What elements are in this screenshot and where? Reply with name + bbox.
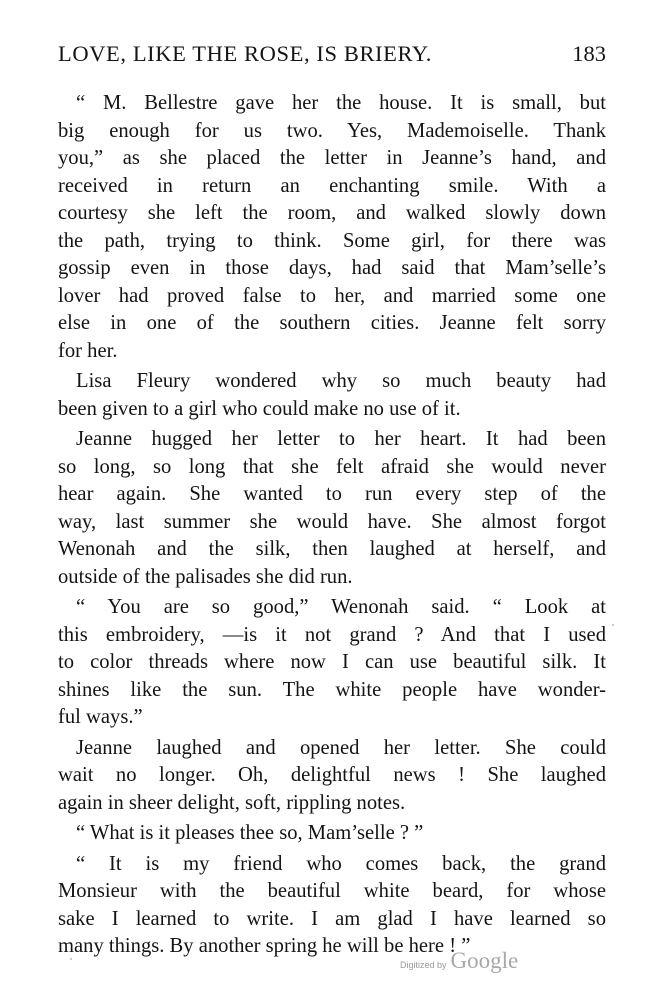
text-line: “ What is it pleases thee so, Mam’selle ? ” (76, 822, 424, 844)
paragraph (58, 820, 606, 848)
digitization-watermark (400, 948, 518, 974)
paragraph (58, 368, 606, 423)
text-line: else in one of the southern cities. Jeanne felt sorry (58, 312, 606, 334)
text-line: gossip even in those days, had said that Mam’selle’s (58, 257, 606, 279)
running-title: LOVE, LIKE THE ROSE, IS BRIERY. (58, 41, 433, 66)
text-line: outside of the palisades she did run. (58, 565, 353, 588)
text-line: “ It is my friend who comes back, the grand (76, 852, 606, 875)
text-line: Jeanne laughed and opened her letter. She could (76, 736, 606, 759)
text-line: the path, trying to think. Some girl, for there was (58, 229, 606, 252)
text-line: “ You are so good,” Wenonah said. “ Look at (76, 596, 606, 618)
body-text (58, 90, 606, 961)
text-line: you,” as she placed the letter in Jeanne’s hand, and (58, 147, 606, 169)
text-line: hear again. She wanted to run every step of the (58, 483, 606, 505)
text-line: “ M. Bellestre gave her the house. It is small, but (76, 92, 606, 114)
text-line: way, last summer she would have. She almost forgot (58, 510, 606, 533)
text-line: for her. (58, 339, 118, 362)
scan-speck (612, 624, 614, 626)
text-line: shines like the sun. The white people have wonder- (58, 678, 606, 701)
page-number: 183 (572, 41, 606, 66)
text-line: again in sheer delight, soft, rippling notes. (58, 791, 406, 814)
text-line: received in return an enchanting smile. With a (58, 174, 606, 197)
text-line: ful ways.” (58, 706, 143, 728)
running-header (58, 41, 606, 75)
text-line: this embroidery, —is it not grand ? And that I used (58, 623, 606, 646)
paragraph (58, 851, 606, 961)
text-line: Lisa Fleury wondered why so much beauty had (76, 370, 606, 392)
scan-speck (70, 958, 72, 960)
text-line: lover had proved false to her, and married some one (58, 284, 606, 307)
text-line: big enough for us two. Yes, Mademoiselle. Thank (58, 119, 606, 142)
text-line: been given to a girl who could make no use of it. (58, 397, 461, 420)
text-line: many things. By another spring he will be here ! ” (58, 935, 471, 957)
paragraph (58, 90, 606, 365)
paragraph (58, 594, 606, 732)
text-line: so long, so long that she felt afraid she would never (58, 455, 606, 478)
text-line: Jeanne hugged her letter to her heart. It had been (76, 428, 606, 450)
text-line: courtesy she left the room, and walked slowly down (58, 202, 606, 224)
paragraph (58, 426, 606, 591)
google-wordmark: Google (450, 948, 519, 973)
text-line: to color threads where now I can use beautiful silk. It (58, 651, 606, 673)
text-line: wait no longer. Oh, delightful news ! She laughed (58, 764, 606, 786)
digitized-by-label: Digitized by (400, 960, 447, 970)
text-line: Monsieur with the beautiful white beard, for whose (58, 880, 606, 902)
paragraph (58, 735, 606, 818)
text-line: Wenonah and the silk, then laughed at herself, and (58, 538, 606, 560)
text-line: sake I learned to write. I am glad I have learned so (58, 907, 606, 930)
